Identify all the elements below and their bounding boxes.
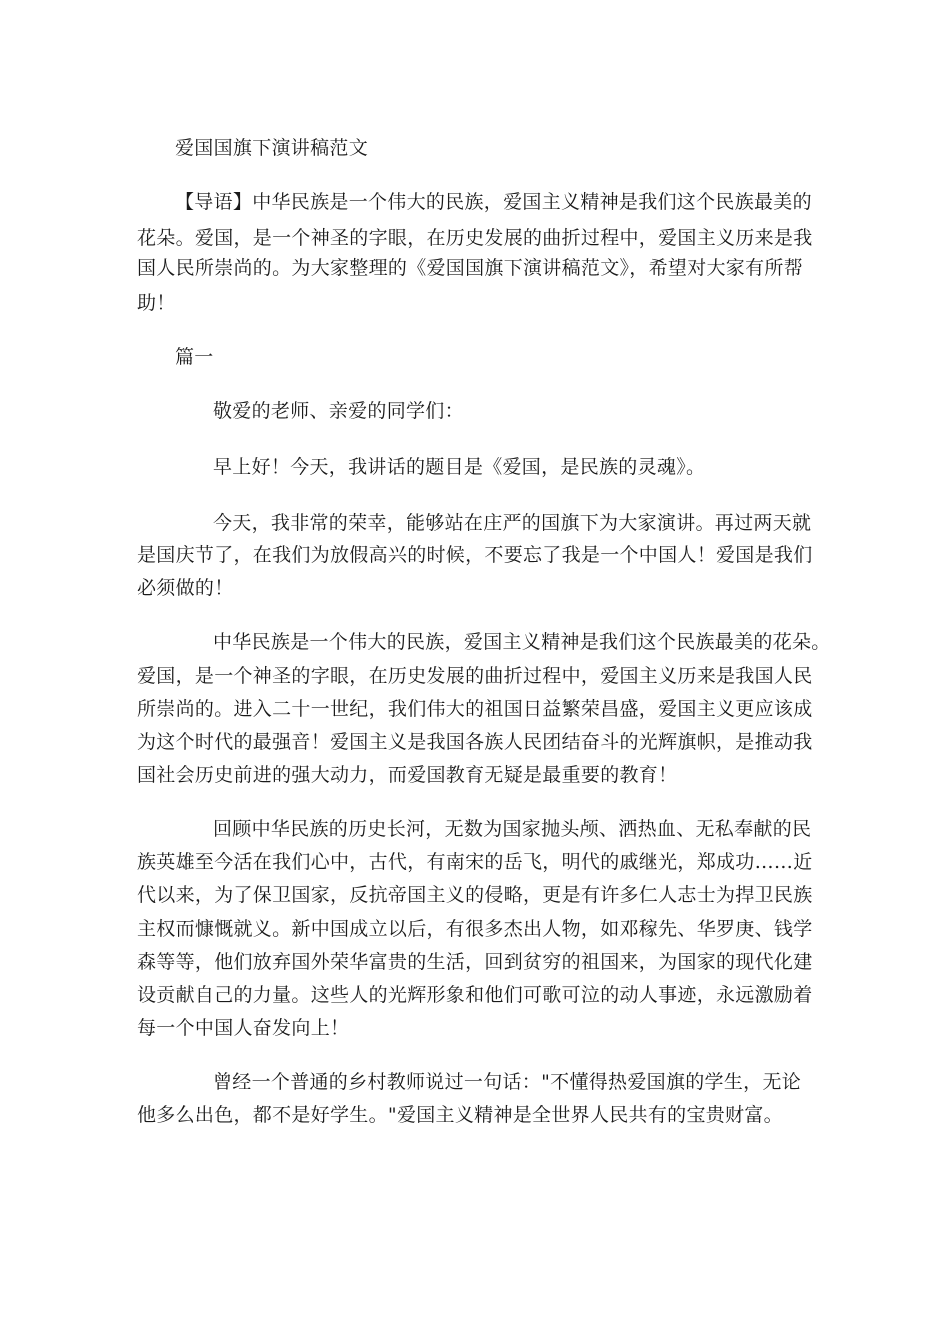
paragraph-line: 主权而慷慨就义。新中国成立以后，有很多杰出人物，如邓稼先、华罗庚、钱学 <box>137 918 813 940</box>
paragraph-line: 今天，我非常的荣幸，能够站在庄严的国旗下为大家演讲。再过两天就 <box>213 512 812 534</box>
intro-line: 花朵。爱国，是一个神圣的字眼，在历史发展的曲折过程中，爱国主义历来是我 <box>137 227 813 249</box>
greeting: 敬爱的老师、亲爱的同学们： <box>213 400 464 422</box>
paragraph-line: 曾经一个普通的乡村教师说过一句话："不懂得热爱国旗的学生，无论 <box>213 1071 802 1093</box>
paragraph-line: 森等等，他们放弃国外荣华富贵的生活，回到贫穷的祖国来，为国家的现代化建 <box>137 951 813 973</box>
intro-line: 【导语】中华民族是一个伟大的民族，爱国主义精神是我们这个民族最美的 <box>175 191 812 213</box>
paragraph-line: 中华民族是一个伟大的民族，爱国主义精神是我们这个民族最美的花朵。 <box>213 631 831 653</box>
paragraph-line: 必须做的！ <box>137 577 234 599</box>
salutation: 早上好！今天，我讲话的题目是《爱国，是民族的灵魂》。 <box>213 456 706 478</box>
paragraph-line: 他多么出色，都不是好学生。"爱国主义精神是全世界人民共有的宝贵财富。 <box>137 1104 783 1126</box>
paragraph-line: 爱国，是一个神圣的字眼，在历史发展的曲折过程中，爱国主义历来是我国人民 <box>137 665 813 687</box>
paragraph-line: 每一个中国人奋发向上！ <box>137 1017 350 1039</box>
intro-line: 国人民所崇尚的。为大家整理的《爱国国旗下演讲稿范文》，希望对大家有所帮 <box>137 257 804 279</box>
paragraph-line: 国社会历史前进的强大动力，而爱国教育无疑是最重要的教育！ <box>137 764 678 786</box>
paragraph-line: 代以来，为了保卫国家，反抗帝国主义的侵略，更是有许多仁人志士为捍卫民族 <box>137 884 813 906</box>
paragraph-line: 族英雄至今活在我们心中，古代，有南宋的岳飞，明代的戚继光，郑成功……近 <box>137 851 813 873</box>
document-title: 爱国国旗下演讲稿范文 <box>175 137 369 159</box>
paragraph-line: 设贡献自己的力量。这些人的光辉形象和他们可歌可泣的动人事迹，永远激励着 <box>137 984 813 1006</box>
section-label: 篇一 <box>175 346 214 368</box>
paragraph-line: 回顾中华民族的历史长河，无数为国家抛头颅、洒热血、无私奉献的民 <box>213 818 812 840</box>
paragraph-line: 所崇尚的。进入二十一世纪，我们伟大的祖国日益繁荣昌盛，爱国主义更应该成 <box>137 698 813 720</box>
intro-line: 助！ <box>137 292 176 314</box>
paragraph-line: 为这个时代的最强音！爱国主义是我国各族人民团结奋斗的光辉旗帜，是推动我 <box>137 731 813 753</box>
paragraph-line: 是国庆节了，在我们为放假高兴的时候，不要忘了我是一个中国人！爱国是我们 <box>137 544 813 566</box>
